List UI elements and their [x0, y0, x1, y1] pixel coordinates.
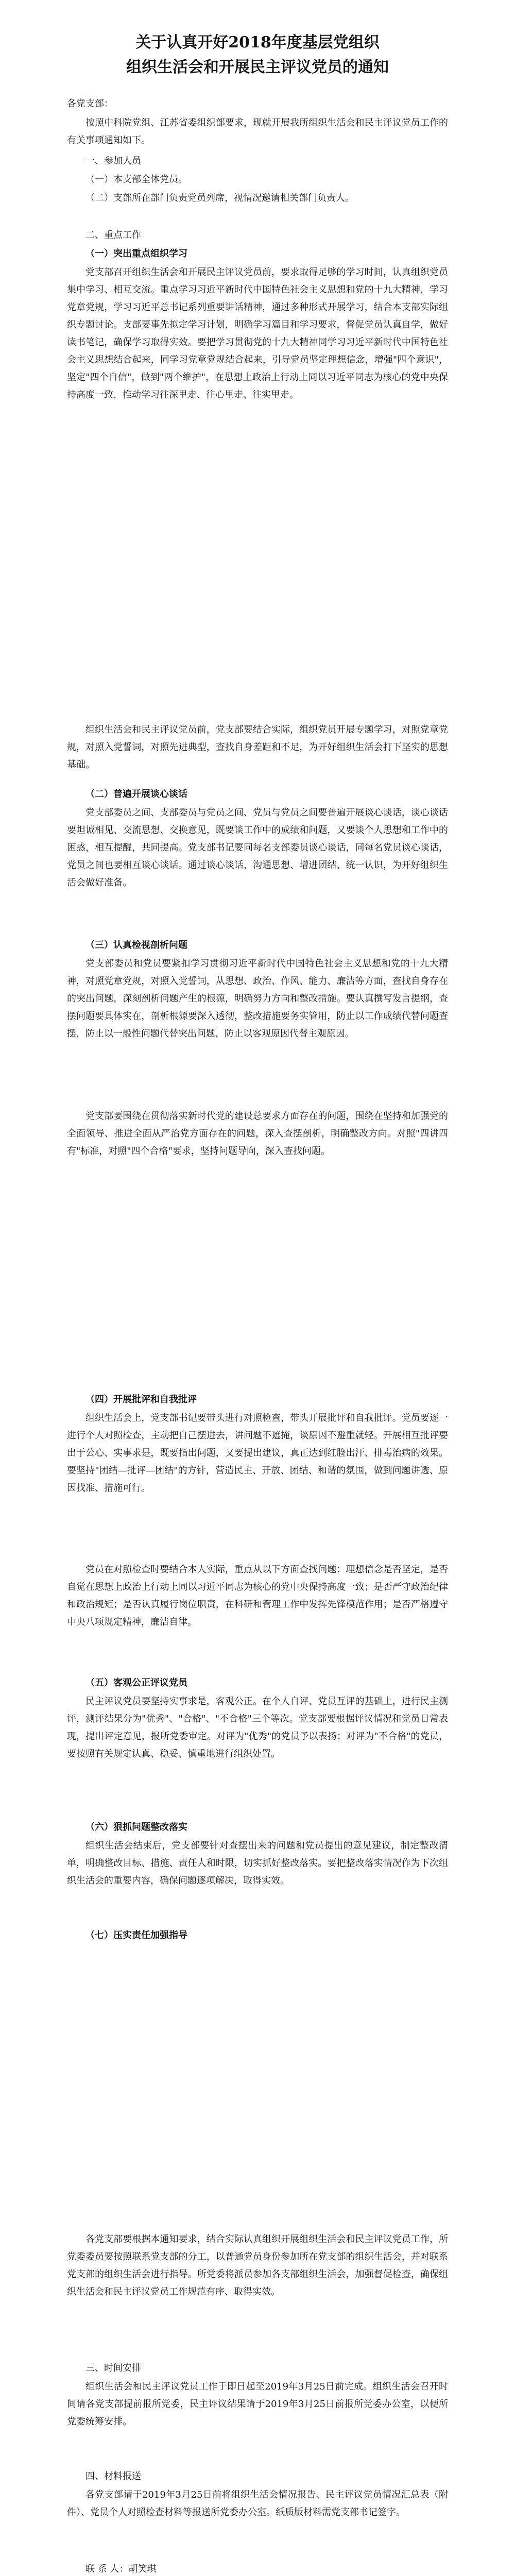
criticism-paragraph: 组织生活会上，党支部书记要带头进行对照检查，带头开展批评和自我批评。党员要逐一进行个人对照检查，主动把自己摆进去，讲问题不遮掩，谈原因不避重就轻。开展相互批评要出于公心、实事求是，既要指出问题，又要提出建议，真正达到红脸出汗、排毒治病的效果。要坚持"团结—批评—团结"的方针，营造民主、开放、团结、和谐的氛围，做到问题讲透、原因找准、措施可行。 [67, 1413, 448, 1494]
materials-paragraph: 各党支部请于2019年3月25日前将组织生活会情况报告、民主评议党员情况汇总表（附件）、党员个人对照检查材料等报送所党委办公室。纸质版材料需党支部书记签字。 [67, 2489, 448, 2518]
section-schedule-heading: 三、时间安排 [85, 2363, 141, 2374]
doc-title-line2: 组织生活会和开展民主评议党员的通知 [126, 58, 389, 76]
talks-paragraph: 党支部委员之间、支部委员与党员之间、党员与党员之间要普遍开展谈心谈话，谈心谈话要坦诚相见、交流思想、交换意见，既要谈工作中的成绩和问题，又要谈个人思想和工作中的困惑，相互提醒，共同提高。党支部书记要同每名支部委员谈心谈话，同每名党员谈心谈话，党员之间也要相互谈心谈话。通过谈心谈话，沟通思想、增进团结、统一认识，为开好组织生活会做好准备。 [67, 807, 448, 888]
subsection-responsibility-heading: （七）压实责任加强指导 [85, 1930, 187, 1941]
section-key-work-heading: 二、重点工作 [85, 230, 141, 241]
participants-item-1: （一）本支部全体党员。 [85, 174, 187, 185]
participants-item-2: （二）支部所在部门负责党员列席，视情况邀请相关部门负责人。 [85, 193, 354, 204]
responsibility-paragraph: 各党支部要根据本通知要求，结合实际认真组织开展组织生活会和民主评议党员工作，所党委委员要按照联系党支部的分工，以普通党员身份参加所在党支部的组织生活会，并对联系党支部的组织生活会进行指导。所党委将派员参加各支部组织生活会，加强督促检查，确保组织生活会和民主评议党员工作规范有序、取得实效。 [67, 2234, 448, 2297]
section-materials-heading: 四、材料报送 [85, 2471, 141, 2482]
section-participants-heading: 一、参加人员 [85, 156, 141, 166]
evaluation-paragraph: 民主评议党员要坚持实事求是，客观公正。在个人自评、党员互评的基础上，进行民主测评，测评结果分为"优秀"、"合格"、"不合格"三个等次。党支部要根据评议情况和党员日常表现，提出评定意见，报所党委审定。对评为"优秀"的党员予以表扬；对评为"不合格"的党员，要按照有关规定认真、稳妥、慎重地进行组织处置。 [67, 1696, 448, 1759]
problems-paragraph: 党支部委员和党员要紧扣学习贯彻习近平新时代中国特色社会主义思想和党的十九大精神，对照党章党规，对照入党誓词，从思想、政治、作风、能力、廉洁等方面，查找自身存在的突出问题，深刻剖析问题产生的根源，明确努力方向和整改措施。要认真撰写发言提纲，查摆问题要具体实在，剖析根源要深入透彻，整改措施要务实管用，防止以工作成绩代替问题查摆，防止以一般性问题代替突出问题，防止以客观原因代替主观原因。 [67, 958, 448, 1039]
schedule-paragraph: 组织生活会和民主评议党员工作于即日起至2019年3月25日前完成。组织生活会召开时间请各党支部提前报所党委，民主评议结果请于2019年3月25日前报所党委办公室，以便所党委统筹安排。 [67, 2381, 448, 2427]
subsection-evaluation-heading: （五）客观公正评议党员 [85, 1677, 187, 1688]
contact-person: 联 系 人：胡笑琪 [85, 2564, 157, 2574]
subsection-criticism-heading: （四）开展批评和自我批评 [85, 1394, 197, 1405]
subsection-talks-heading: （二）普遍开展谈心谈话 [85, 789, 187, 800]
study-paragraph: 党支部召开组织生活会和开展民主评议党员前，要求取得足够的学习时间，认真组织党员集中学习、相互交流。重点学习习近平新时代中国特色社会主义思想和党的十九大精神，学习党章党规，学习习近平总书记系列重要讲话精神，通过多种形式开展学习，结合本支部实际组织专题讨论。支部要事先拟定学习计划，明确学习篇目和学习要求，督促党员认真自学，做好读书笔记，确保学习取得实效。要把学习贯彻党的十九大精神同学习习近平新时代中国特色社会主义思想结合起来，同学习党章党规结合起来，引导党员坚定理想信念，增强"四个意识"，坚定"四个自信"，做到"两个维护"，在思想上政治上行动上同以习近平同志为核心的党中央保持高度一致，推动学习往深里走、往心里走、往实里走。 [67, 267, 448, 400]
intro-paragraph: 按照中科院党组、江苏省委组织部要求，现就开展我所组织生活会和民主评议党员工作的有关事项通知如下。 [67, 117, 448, 146]
rectification-paragraph: 组织生活会结束后，党支部要针对查摆出来的问题和党员提出的意见建议，制定整改清单，明确整改目标、措施、责任人和时限，切实抓好整改落实。要把整改落实情况作为下次组织生活会的重要内容，确保问题逐项解决，取得实效。 [67, 1840, 448, 1886]
subsection-problems-heading: （三）认真检视剖析问题 [85, 940, 187, 951]
subsection-rectification-heading: （六）狠抓问题整改落实 [85, 1822, 187, 1833]
criticism-paragraph-2: 党员在对照检查时要结合本人实际，重点从以下方面查找问题：理想信念是否坚定，是否自觉在思想上政治上行动上同以习近平同志为核心的党中央保持高度一致；是否严守政治纪律和政治规矩；是否认真履行岗位职责，在科研和管理工作中发挥先锋模范作用；是否严格遵守中央八项规定精神，廉洁自律。 [67, 1564, 448, 1628]
subsection-study-heading: （一）突出重点组织学习 [85, 248, 187, 259]
greeting: 各党支部： [67, 98, 113, 109]
doc-title-line1: 关于认真开好2018年度基层党组织 [135, 33, 380, 52]
problems-paragraph-2: 党支部要围绕在贯彻落实新时代党的建设总要求方面存在的问题，围绕在坚持和加强党的全面领导、推进全面从严治党方面存在的问题，深入查摆剖析，明确整改方向。对照"四讲四有"标准，对照"四个合格"要求，坚持问题导向，深入查找问题。 [67, 1111, 448, 1157]
study-paragraph-2: 组织生活会和民主评议党员前，党支部要结合实际，组织党员开展专题学习，对照党章党规，对照入党誓词，对照先进典型，查找自身差距和不足，为开好组织生活会打下坚实的思想基础。 [67, 724, 448, 770]
